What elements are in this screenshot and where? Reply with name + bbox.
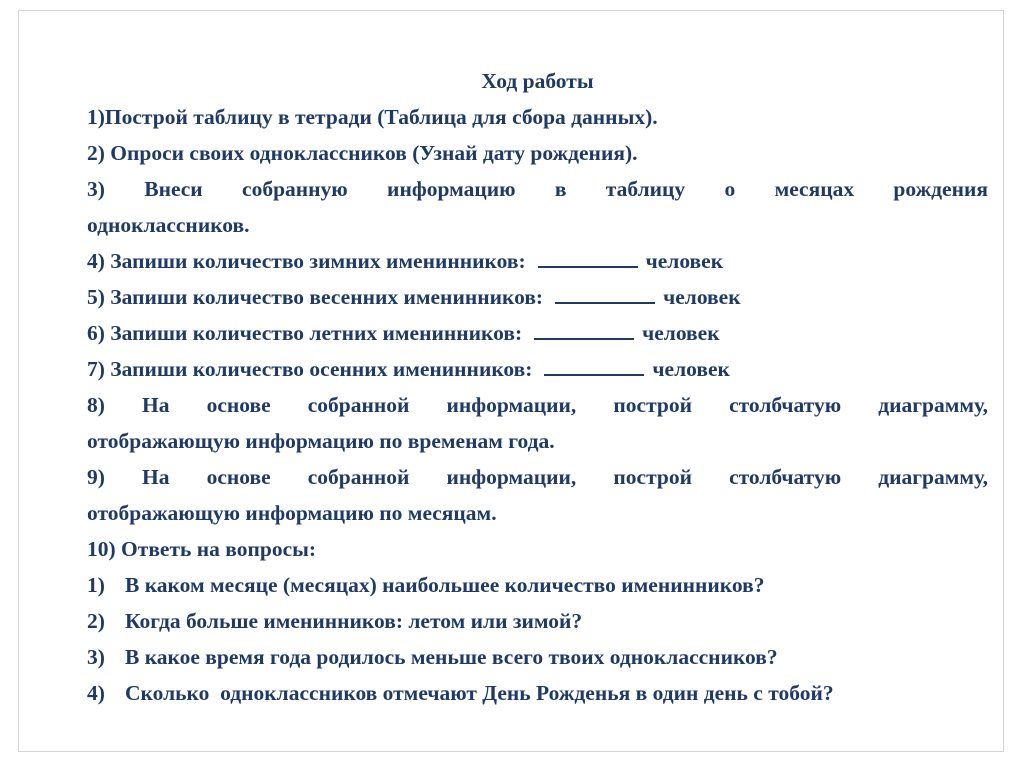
question-item: [87, 603, 988, 639]
step-7-unit: человек: [652, 357, 730, 381]
step-4: [87, 243, 988, 279]
question-number: 3): [87, 645, 105, 669]
step-7: [87, 351, 988, 387]
step-6-unit: человек: [642, 321, 720, 345]
step-9-line-1: 9) На основе собранной информации, построй столбчатую диаграмму,: [87, 465, 988, 489]
step-7-text: 7) Запиши количество осенних именинников:: [87, 357, 533, 381]
answer-blank-autumn[interactable]: [544, 356, 644, 376]
step-6-text: 6) Запиши количество летних именинников:: [87, 321, 523, 345]
question-text: В каком месяце (месяцах) наибольшее количество именинников?: [125, 573, 765, 597]
step-5: [87, 279, 988, 315]
step-4-unit: человек: [645, 249, 724, 273]
answer-blank-winter[interactable]: [538, 248, 638, 268]
step-5-text: 5) Запиши количество весенних именинников:: [87, 285, 544, 309]
question-number: 4): [87, 681, 105, 705]
worksheet-content: [87, 63, 988, 711]
step-3-line-1: 3) Внеси собранную информацию в таблицу о месяцах рождения: [87, 177, 988, 201]
step-6: [87, 315, 988, 351]
step-9-line-2: отображающую информацию по месяцам.: [87, 501, 497, 525]
step-4-text: 4) Запиши количество зимних именинников:: [87, 249, 526, 273]
question-item: [87, 675, 988, 711]
question-text: В какое время года родилось меньше всего твоих одноклассников?: [125, 645, 778, 669]
step-8-line-1: 8) На основе собранной информации, построй столбчатую диаграмму,: [87, 393, 988, 417]
step-1: 1)Построй таблицу в тетради (Таблица для сбора данных).: [87, 105, 658, 129]
step-2: 2) Опроси своих одноклассников (Узнай дату рождения).: [87, 141, 638, 165]
question-text: Сколько одноклассников отмечают День Рожденья в один день с тобой?: [125, 681, 834, 705]
question-item: [87, 567, 988, 603]
step-5-unit: человек: [663, 285, 741, 309]
answer-blank-spring[interactable]: [555, 284, 655, 304]
page-title: Ход работы: [481, 69, 594, 93]
step-8-line-2: отображающую информацию по временам года.: [87, 429, 555, 453]
question-number: 2): [87, 609, 105, 633]
question-number: 1): [87, 573, 105, 597]
question-item: [87, 639, 988, 675]
question-text: Когда больше именинников: летом или зимой?: [125, 609, 583, 633]
step-10: 10) Ответь на вопросы:: [87, 537, 317, 561]
step-3-line-2: одноклассников.: [87, 213, 250, 237]
slide: [18, 10, 1004, 752]
answer-blank-summer[interactable]: [534, 320, 634, 340]
